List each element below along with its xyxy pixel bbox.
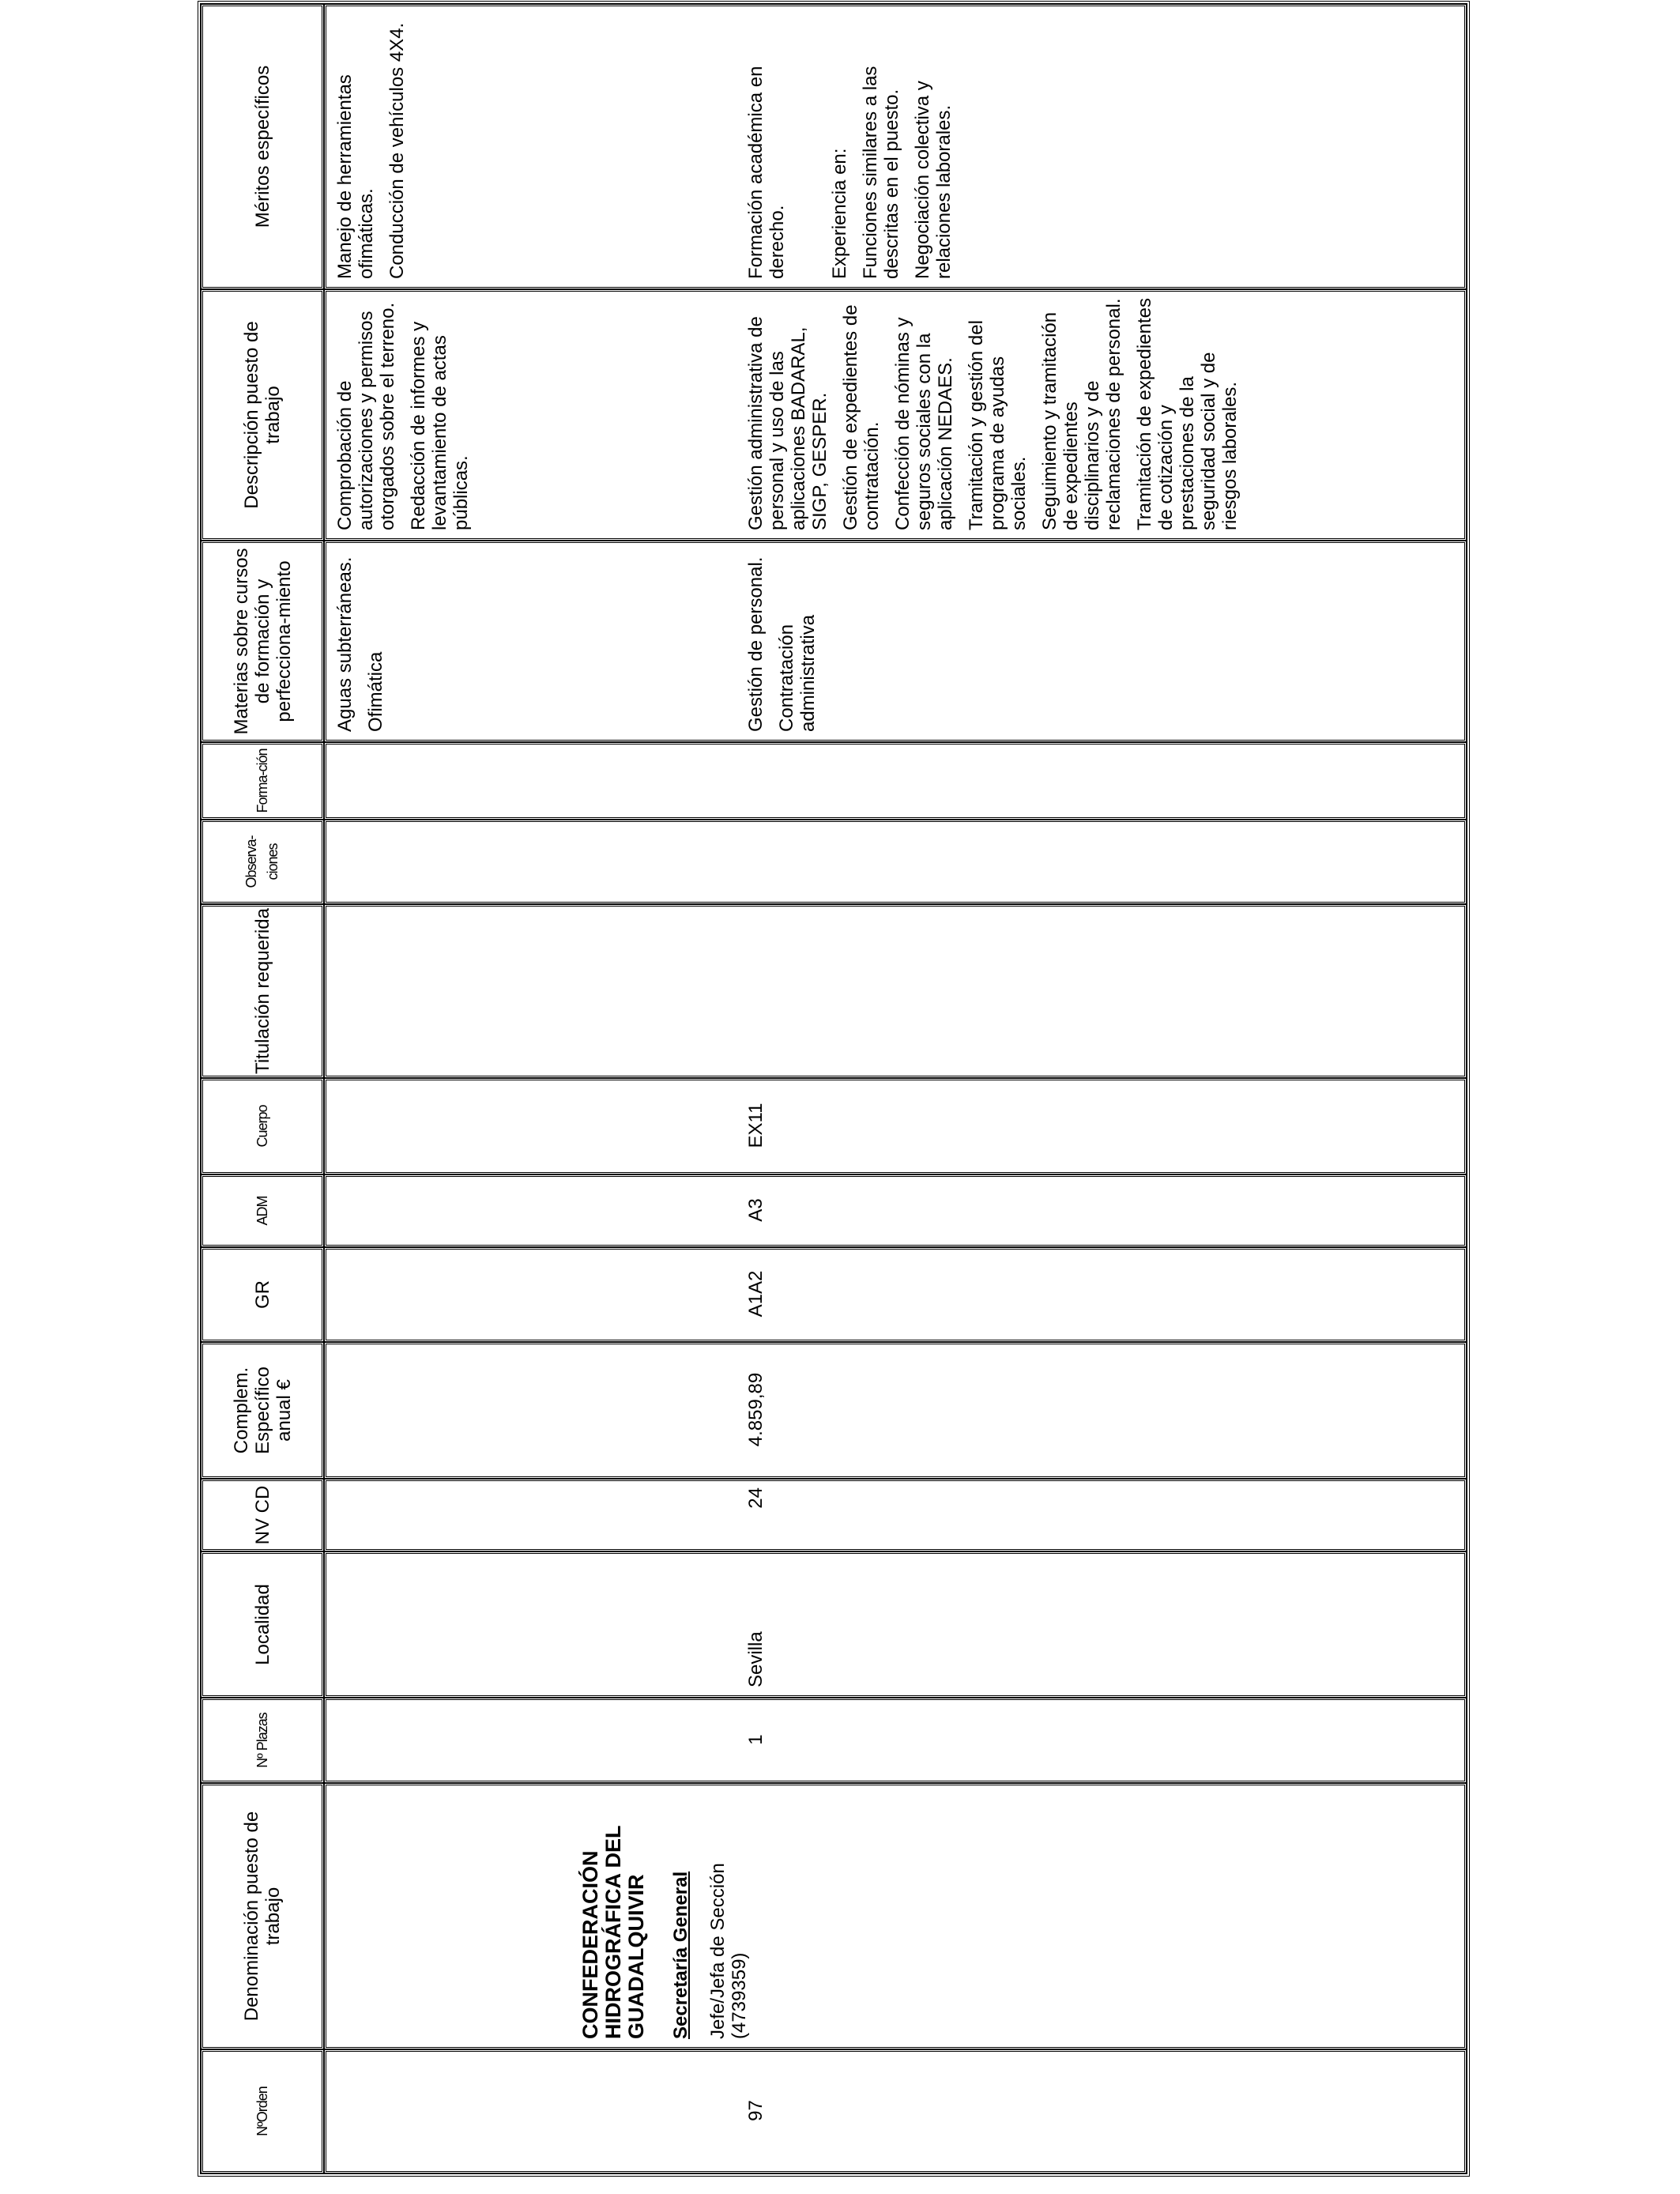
prev-materia: Ofimática (365, 651, 386, 732)
organismo-title: CONFEDERACIÓN HIDROGRÁFICA DEL GUADALQUIVIR (578, 1826, 648, 2039)
header-descripcion: Descripción puesto de trabajo (201, 289, 324, 541)
header-grupo: GR (201, 1247, 324, 1342)
header-localidad: Localidad (201, 1551, 324, 1698)
header-orden: NºOrden (201, 2049, 324, 2173)
orden-value: 97 (745, 2100, 767, 2121)
titulacion-value (737, 907, 745, 1076)
header-nivel: NV CD (201, 1479, 324, 1551)
header-materias: Materias sobre cursos de formación y perfecciona-miento (201, 541, 324, 742)
cell-nivel (324, 1479, 1467, 1551)
prev-descripcion: Redacción de informes y levantamiento de actas públicas. (408, 321, 472, 530)
cell-grupo (324, 1247, 1467, 1342)
descripcion-item: Tramitación de expedientes de cotización y prestaciones de la seguridad social y de riesgos laborales. (1134, 298, 1241, 530)
cell-meritos (324, 4, 1467, 289)
complemento-value: 4.859,89 (745, 1372, 767, 1447)
header-titulacion: Titulación requerida (201, 904, 324, 1078)
observaciones-value (737, 822, 745, 902)
merito-item: Funciones similares a las descritas en el puesto. (860, 66, 902, 279)
header-meritos: Méritos específicos (201, 4, 324, 289)
cuerpo-value: EX11 (745, 1103, 767, 1148)
descripcion-item: Gestión de expedientes de contratación. (840, 304, 883, 530)
cell-descripcion (324, 289, 1467, 541)
cell-plazas (324, 1698, 1467, 1783)
cell-observaciones (324, 820, 1467, 904)
plazas-value: 1 (745, 1734, 767, 1745)
cell-localidad (324, 1551, 1467, 1698)
formacion-value (737, 745, 745, 817)
descripcion-item: Gestión administrativa de personal y uso de las aplicaciones BADARAL, SIGP, GESPER. (745, 316, 831, 530)
cell-complemento (324, 1342, 1467, 1479)
header-adm: ADM (201, 1174, 324, 1247)
positions-table (198, 1, 1470, 2177)
header-denominacion: Denominación puesto de trabajo (201, 1783, 324, 2049)
cell-denominacion (324, 1783, 1467, 2049)
cell-adm (324, 1174, 1467, 1247)
cell-materias (324, 541, 1467, 742)
cell-titulacion (324, 904, 1467, 1078)
header-cuerpo: Cuerpo (201, 1078, 324, 1174)
merito-item: Formación académica en derecho. (745, 66, 788, 279)
prev-merito: Conducción de vehículos 4X4. (386, 22, 408, 279)
header-complemento: Complem. Específico anual € (201, 1342, 324, 1479)
adm-value: A3 (745, 1198, 767, 1222)
header-plazas: Nº Plazas (201, 1698, 324, 1783)
merito-item: Experiencia en: (829, 148, 850, 279)
merito-spacer (797, 13, 829, 279)
prev-merito: Manejo de herramientas ofimáticas. (334, 74, 377, 279)
header-observaciones: Observa-ciones (201, 820, 324, 904)
descripcion-item: Seguimiento y tramitación de expedientes disciplinarios y de reclamaciones de personal. (1039, 298, 1124, 530)
descripcion-item: Confección de nóminas y seguros sociales con la aplicación NEDAES. (892, 317, 956, 530)
table-row (324, 4, 1467, 2173)
cell-orden (324, 2049, 1467, 2173)
grupo-value: A1A2 (745, 1270, 767, 1318)
cell-formacion (324, 742, 1467, 820)
descripcion-item: Tramitación y gestión del programa de ayudas sociales. (966, 320, 1030, 530)
localidad-value: Sevilla (745, 1631, 767, 1687)
cell-cuerpo (324, 1078, 1467, 1174)
denominacion-value: Jefe/Jefa de Sección (4739359) (707, 1863, 750, 2039)
header-formacion: Forma-ción (201, 742, 324, 820)
nivel-value: 24 (745, 1487, 767, 1509)
unidad-title: Secretaría General (670, 1871, 691, 2039)
merito-item: Negociación colectiva y relaciones laborales. (912, 81, 955, 279)
materia-item: Contratación administrativa (776, 614, 819, 732)
prev-descripcion: Comprobación de autorizaciones y permisos otorgados sobre el terreno. (334, 302, 398, 530)
header-row (201, 4, 324, 2173)
prev-materia: Aguas subterráneas. (334, 556, 356, 732)
materia-item: Gestión de personal. (745, 556, 767, 732)
